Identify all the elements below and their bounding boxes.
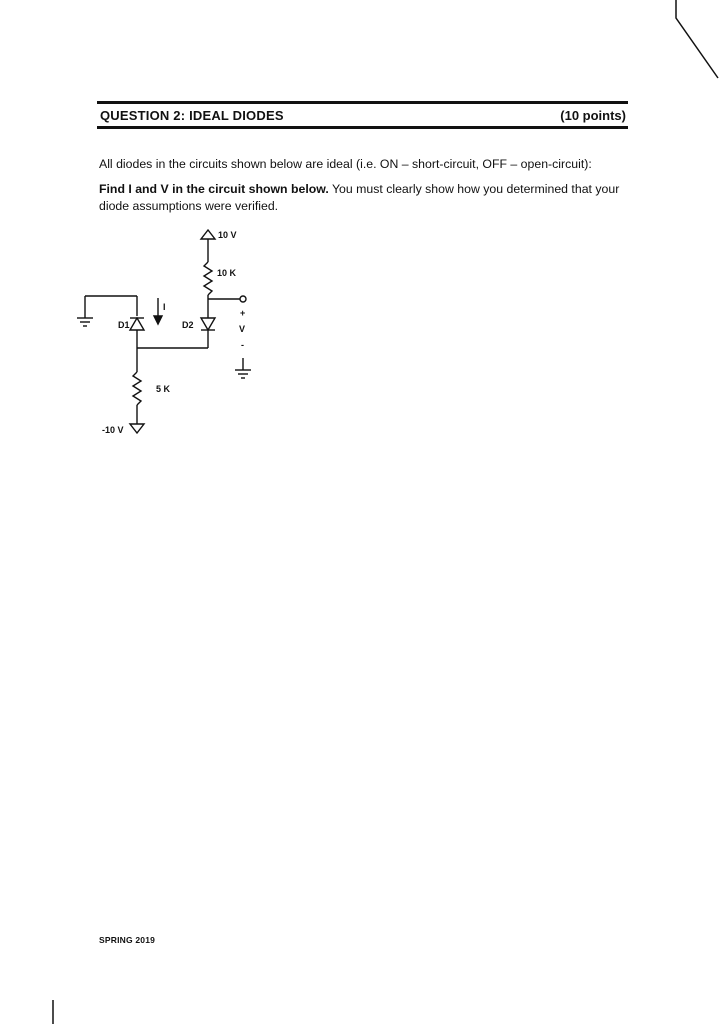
resistor-5k bbox=[133, 372, 141, 405]
diode-left-label: D1 bbox=[118, 320, 130, 330]
output-plus-label: + bbox=[240, 308, 246, 318]
resistor-bottom-label: 5 K bbox=[156, 384, 171, 394]
question-title: QUESTION 2: IDEAL DIODES bbox=[100, 108, 284, 123]
output-terminal bbox=[240, 296, 246, 302]
supply-top-label: 10 V bbox=[218, 230, 237, 240]
resistor-top-label: 10 K bbox=[217, 268, 237, 278]
diode-d1-symbol bbox=[130, 318, 144, 330]
resistor-10k bbox=[204, 262, 212, 295]
footer-semester: SPRING 2019 bbox=[99, 935, 156, 945]
supply-top-arrow bbox=[201, 230, 215, 239]
diode-d2-symbol bbox=[201, 318, 215, 330]
current-arrow-head bbox=[154, 316, 162, 324]
supply-bottom-arrow bbox=[130, 424, 144, 433]
supply-bottom-label: -10 V bbox=[102, 425, 124, 435]
output-voltage-label: V bbox=[239, 324, 246, 334]
diode-right-label: D2 bbox=[182, 320, 194, 330]
instructions-line: All diodes in the circuits shown below are ideal (i.e. ON – short-circuit, OFF – open-circuit): bbox=[99, 157, 592, 171]
task-rest: You must clearly show how you determined that your diode assumptions were verified. bbox=[99, 182, 620, 213]
task-bold: Find I and V in the circuit shown below. bbox=[99, 182, 329, 196]
output-minus-label: - bbox=[241, 340, 244, 350]
current-label: I bbox=[163, 302, 166, 312]
question-points: (10 points) bbox=[560, 108, 626, 123]
